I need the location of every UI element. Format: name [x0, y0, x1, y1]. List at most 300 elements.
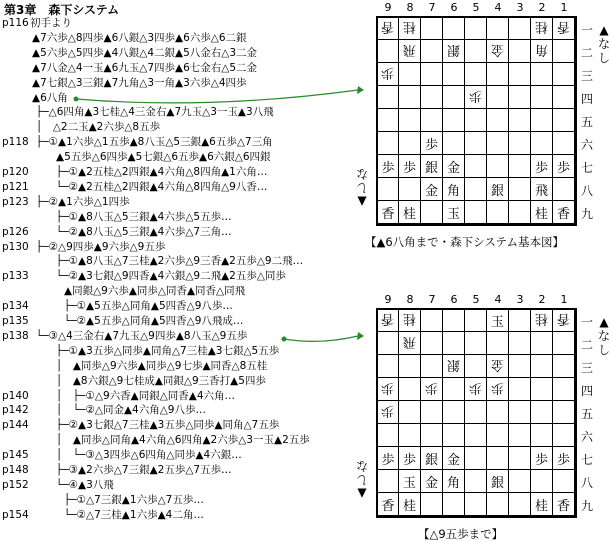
shogi-piece: 歩	[468, 87, 482, 103]
shogi-piece: 角	[446, 475, 460, 491]
rank-label: 八	[581, 184, 594, 198]
board-square	[553, 493, 575, 516]
shogi-piece: 歩	[556, 452, 570, 468]
sente-hand-label: し	[356, 473, 369, 487]
board-square	[509, 493, 531, 516]
board-square	[399, 401, 421, 424]
board-square	[377, 63, 399, 86]
board-square	[487, 332, 509, 355]
gote-hand-label: ▲	[599, 23, 609, 37]
move-line: ▲5六歩△5四歩▲4八銀△4二銀▲5八金右△3二金	[32, 46, 258, 59]
move-line: │ └─③△3四歩△6四角△同歩▲4六銀…	[56, 449, 242, 462]
board-square	[487, 470, 509, 493]
board-caption: 【▲6八角まで・森下システム基本図】	[365, 235, 565, 249]
move-line: 初手より	[30, 17, 72, 29]
board-square	[443, 109, 465, 132]
gote-hand-label: ▲	[599, 315, 609, 329]
shogi-piece: 歩	[424, 379, 438, 395]
sente-hand-label: な	[356, 167, 369, 181]
board-square	[531, 332, 553, 355]
shogi-piece: 香	[556, 206, 570, 222]
board-square	[377, 378, 399, 401]
move-line: ├─①▲2五桂△2四銀▲4六角△8四角▲1六角…	[56, 166, 268, 178]
board-square	[509, 132, 531, 155]
move-line: ├─①▲8八玉△5三銀▲4六歩△5五歩…	[56, 210, 232, 223]
board-square	[399, 309, 421, 332]
board-square	[531, 470, 553, 493]
sente-hand-label: ▲	[357, 487, 367, 501]
shogi-piece: 歩	[490, 379, 504, 395]
board-square	[465, 309, 487, 332]
gote-hand-label: な	[597, 329, 610, 343]
move-line: ▲5五歩△6四歩▲5七銀△6五歩▲6六銀△6四銀	[56, 151, 271, 164]
board-square	[421, 63, 443, 86]
board-square	[465, 378, 487, 401]
page-ref: p126	[2, 225, 29, 238]
board-square	[421, 355, 443, 378]
board-square	[443, 178, 465, 201]
board-square	[465, 178, 487, 201]
arrow-to-board-1	[76, 90, 358, 103]
board-square	[487, 132, 509, 155]
board-square	[531, 63, 553, 86]
rank-label: 六	[581, 138, 594, 152]
board-square	[487, 155, 509, 178]
move-line: ├─①▲5五歩△同角▲5四香△9八歩…	[64, 300, 233, 313]
board-square	[487, 63, 509, 86]
gote-hand-label: し	[597, 51, 610, 65]
board-square	[377, 424, 399, 447]
file-label: 1	[560, 1, 568, 14]
board-square	[553, 132, 575, 155]
arrowhead-2	[357, 332, 364, 340]
move-line: │ └─②△同金▲4六角△9八歩…	[56, 404, 206, 417]
file-label: 8	[406, 293, 414, 306]
board-square	[509, 201, 531, 224]
shogi-piece: 歩	[381, 64, 395, 80]
board-square	[399, 17, 421, 40]
shogi-piece: 歩	[468, 379, 482, 395]
board-square	[509, 109, 531, 132]
move-line: ├─②▲3七銀△7三桂▲3五歩△同歩▲同角△7五歩	[56, 419, 280, 432]
board-square	[553, 470, 575, 493]
file-label: 6	[450, 293, 458, 306]
board-square	[443, 155, 465, 178]
board-square	[531, 424, 553, 447]
board-square	[377, 109, 399, 132]
board-square	[443, 201, 465, 224]
board-square	[487, 447, 509, 470]
board-square	[443, 40, 465, 63]
move-line: └─②▲3七銀△9四香▲4六銀△9二飛▲2五歩△同歩	[56, 270, 286, 283]
shogi-piece: 角	[446, 183, 460, 199]
file-label: 8	[406, 1, 414, 14]
page-ref: p121	[2, 180, 29, 193]
shogi-piece: 金	[446, 160, 460, 176]
board-square	[531, 40, 553, 63]
board-square	[509, 424, 531, 447]
board-square	[553, 447, 575, 470]
file-label: 2	[538, 1, 546, 14]
board-square	[509, 17, 531, 40]
shogi-piece: 歩	[381, 452, 395, 468]
move-line: │ ▲8六銀△9七桂成▲同銀△9三香打▲5四歩	[56, 374, 266, 387]
shogi-piece: 玉	[446, 206, 460, 222]
file-label: 2	[538, 293, 546, 306]
shogi-piece: 香	[381, 311, 395, 326]
rank-label: 三	[581, 69, 594, 83]
shogi-piece: 飛	[534, 183, 548, 199]
board-square	[465, 86, 487, 109]
move-line: ├─①▲1六歩△1五歩▲8八玉△5三銀▲6五歩△7三角	[36, 136, 273, 149]
file-label: 3	[516, 293, 524, 306]
shogi-piece: 歩	[534, 452, 548, 468]
board-square	[399, 155, 421, 178]
chapter-title: 第3章 森下システム	[4, 3, 120, 17]
shogi-piece: 香	[556, 19, 570, 34]
shogi-piece: 桂	[534, 311, 548, 326]
board-square	[399, 470, 421, 493]
board-square	[399, 109, 421, 132]
shogi-piece: 玉	[490, 315, 504, 330]
board-square	[377, 86, 399, 109]
board-square	[465, 17, 487, 40]
shogi-piece: 桂	[402, 498, 416, 514]
board-square	[487, 309, 509, 332]
gote-hand-label: し	[597, 343, 610, 357]
shogi-piece: 桂	[534, 19, 548, 34]
move-line: └─③△4三金右▲7九玉△9四歩▲8八玉△9五歩	[36, 329, 248, 342]
rank-label: 九	[581, 499, 594, 513]
board-square	[421, 309, 443, 332]
board-square	[487, 178, 509, 201]
board-square	[377, 332, 399, 355]
board-square	[421, 40, 443, 63]
shogi-piece: 銀	[490, 183, 504, 199]
board-square	[509, 355, 531, 378]
move-line: ├─①▲3五歩△同歩▲同角△7三桂▲3七銀△5五歩	[56, 344, 280, 357]
board-square	[531, 178, 553, 201]
board-square	[443, 447, 465, 470]
arrowhead-1	[357, 86, 364, 94]
board-square	[531, 86, 553, 109]
board-square	[553, 378, 575, 401]
board-square	[487, 109, 509, 132]
board-square	[531, 132, 553, 155]
board-square	[399, 332, 421, 355]
board-square	[399, 424, 421, 447]
shogi-piece: 金	[424, 475, 438, 491]
board-square	[553, 17, 575, 40]
board-square	[509, 378, 531, 401]
board-square	[443, 86, 465, 109]
board-square	[443, 493, 465, 516]
move-line: ├─①△7三銀▲1六歩△7五歩…	[64, 493, 204, 506]
board-square	[443, 401, 465, 424]
board-square	[399, 86, 421, 109]
rank-label: 一	[581, 315, 594, 329]
board-square	[465, 40, 487, 63]
board-square	[465, 109, 487, 132]
board-square	[465, 401, 487, 424]
shogi-piece: 銀	[446, 356, 460, 372]
board-square	[421, 447, 443, 470]
board-square	[531, 378, 553, 401]
page-ref: p154	[2, 508, 29, 521]
board-square	[421, 424, 443, 447]
sente-hand-label: ▲	[357, 195, 367, 209]
board-square	[399, 178, 421, 201]
page-ref: p148	[2, 464, 29, 476]
file-label: 9	[384, 1, 392, 14]
board-square	[509, 309, 531, 332]
board-square	[399, 63, 421, 86]
board-square	[465, 424, 487, 447]
board-square	[465, 132, 487, 155]
shogi-piece: 玉	[402, 475, 416, 491]
rank-label: 四	[581, 92, 594, 106]
board-square	[377, 447, 399, 470]
file-label: 7	[428, 1, 436, 14]
move-line: │ ▲同歩△同角▲4六角△6四角▲2六歩△3一玉▲2五歩	[56, 434, 310, 447]
board-square	[553, 309, 575, 332]
board-square	[509, 332, 531, 355]
move-line: └─②△7三桂▲1六歩▲4二角…	[64, 508, 204, 521]
board-square	[377, 155, 399, 178]
board-square	[399, 132, 421, 155]
file-label: 9	[384, 293, 392, 306]
board-square	[421, 109, 443, 132]
board-square	[377, 201, 399, 224]
board-square	[553, 401, 575, 424]
board-square	[487, 40, 509, 63]
board-square	[421, 493, 443, 516]
file-label: 5	[472, 293, 480, 306]
board-square	[421, 178, 443, 201]
file-label: 3	[516, 1, 524, 14]
file-label: 7	[428, 293, 436, 306]
shogi-piece: 香	[556, 498, 570, 514]
board-square	[443, 378, 465, 401]
page-ref: p135	[2, 315, 29, 327]
board-square	[377, 40, 399, 63]
board-square	[377, 401, 399, 424]
page-ref: p123	[2, 195, 29, 208]
rank-label: 二	[581, 338, 594, 352]
board-square	[377, 309, 399, 332]
board-square	[465, 470, 487, 493]
board-square	[421, 470, 443, 493]
shogi-piece: 飛	[402, 333, 416, 349]
board-square	[531, 201, 553, 224]
rank-label: 五	[581, 407, 594, 421]
shogi-piece: 銀	[446, 41, 460, 57]
board-square	[531, 109, 553, 132]
rank-label: 九	[581, 207, 594, 221]
board-square	[443, 470, 465, 493]
rank-label: 八	[581, 476, 594, 490]
move-line: ├─②▲1六歩△1四歩	[36, 195, 130, 208]
gote-hand-label: な	[597, 37, 610, 51]
file-label: 4	[494, 293, 502, 306]
shogi-piece: 歩	[381, 402, 395, 418]
board-square	[487, 424, 509, 447]
board-square	[377, 17, 399, 40]
page-ref: p133	[2, 270, 29, 283]
board-square	[377, 470, 399, 493]
arrow-to-board-2	[284, 336, 358, 341]
board-square	[553, 332, 575, 355]
board-square	[377, 132, 399, 155]
board-square	[443, 63, 465, 86]
move-line: │ ├─①△9六香▲同銀△同香▲4六角…	[56, 389, 236, 402]
board-square	[377, 178, 399, 201]
page-ref: p134	[2, 300, 29, 313]
file-label: 1	[560, 293, 568, 306]
board-square	[509, 401, 531, 424]
page-ref: p130	[2, 240, 29, 253]
board-square	[553, 201, 575, 224]
rank-label: 七	[581, 453, 594, 467]
shogi-piece: 銀	[424, 160, 438, 176]
board-square	[553, 355, 575, 378]
board-square	[377, 355, 399, 378]
board-square	[421, 201, 443, 224]
page-ref: p142	[2, 404, 29, 417]
rank-label: 七	[581, 161, 594, 175]
board-square	[421, 332, 443, 355]
rank-label: 六	[581, 430, 594, 444]
shogi-piece: 桂	[534, 206, 548, 222]
board-square	[531, 17, 553, 40]
shogi-piece: 飛	[402, 41, 416, 57]
board-square	[531, 355, 553, 378]
move-line: ▲7七銀△3三銀▲7九角△3一角▲3六歩△4四歩	[32, 76, 247, 89]
board-square	[399, 447, 421, 470]
move-line: ├─①▲8八玉△7三桂▲2六歩△9三香▲2五歩△9二飛…	[56, 255, 304, 268]
shogi-piece: 桂	[402, 19, 416, 34]
board-square	[553, 40, 575, 63]
page-ref: p138	[2, 329, 29, 342]
board-square	[509, 86, 531, 109]
move-line: ├─③▲2六歩△7三銀▲2五歩△7五歩…	[56, 464, 232, 476]
board-square	[553, 86, 575, 109]
board-square	[465, 63, 487, 86]
shogi-piece: 金	[490, 356, 504, 372]
board-square	[465, 155, 487, 178]
board-square	[443, 424, 465, 447]
shogi-piece: 歩	[402, 160, 416, 176]
board-square	[553, 155, 575, 178]
move-line: └─④▲3八飛	[56, 478, 114, 491]
board-square	[421, 132, 443, 155]
shogi-piece: 桂	[402, 311, 416, 326]
shogi-piece: 香	[381, 19, 395, 34]
board-square	[465, 332, 487, 355]
board-square	[509, 40, 531, 63]
page-ref: p140	[2, 389, 29, 402]
move-line: │ ▲同歩△9六歩▲同歩△9七歩▲同香△8五桂	[56, 359, 268, 372]
move-line: ▲6八角	[32, 91, 68, 104]
move-line: ├─△6四角▲3七桂△4三金右▲7九玉△3一玉▲3八飛	[36, 106, 274, 119]
file-label: 4	[494, 1, 502, 14]
sente-hand-label: な	[356, 459, 369, 473]
rank-label: 四	[581, 384, 594, 398]
rank-label: 一	[581, 23, 594, 37]
move-line: │ △2二玉▲2六歩△8五歩	[36, 121, 161, 134]
board-square	[553, 178, 575, 201]
board-square	[465, 493, 487, 516]
board-square	[487, 17, 509, 40]
shogi-piece: 角	[534, 41, 548, 57]
page-ref: p120	[2, 166, 29, 178]
board-caption: 【△9五歩まで】	[418, 527, 504, 541]
page-ref: p152	[2, 478, 29, 491]
board-square	[421, 155, 443, 178]
shogi-piece: 歩	[424, 137, 438, 153]
move-line: ▲同銀△9六歩▲同歩△同香▲同香△同飛	[64, 285, 246, 298]
board-square	[399, 40, 421, 63]
board-square	[553, 63, 575, 86]
board-square	[443, 355, 465, 378]
rank-label: 五	[581, 115, 594, 129]
move-line: ├─②△9四歩▲9六歩△9五歩	[36, 240, 166, 253]
board-square	[443, 17, 465, 40]
shogi-piece: 香	[381, 206, 395, 222]
board-square	[487, 401, 509, 424]
board-square	[509, 470, 531, 493]
shogi-piece: 香	[556, 311, 570, 326]
shogi-piece: 桂	[402, 206, 416, 222]
shogi-piece: 歩	[556, 160, 570, 176]
shogi-piece: 歩	[381, 160, 395, 176]
rank-label: 三	[581, 361, 594, 375]
board-square	[421, 86, 443, 109]
move-line: └─②▲2五桂△2四銀▲4六角△8四角△9八香…	[56, 180, 268, 193]
page-ref: p118	[2, 136, 29, 149]
rank-label: 二	[581, 46, 594, 60]
board-square	[487, 493, 509, 516]
shogi-piece: 歩	[402, 452, 416, 468]
file-label: 6	[450, 1, 458, 14]
move-line: ▲7八金△4一玉▲6九玉△7四歩▲6七金右△5二金	[32, 61, 258, 74]
board-square	[531, 447, 553, 470]
shogi-piece: 金	[424, 183, 438, 199]
shogi-piece: 銀	[490, 475, 504, 491]
board-square	[465, 201, 487, 224]
board-square	[531, 155, 553, 178]
board-square	[553, 109, 575, 132]
move-line: ▲7六歩△8四歩▲6八銀△3四歩▲6六歩△6二銀	[32, 31, 247, 44]
board-square	[399, 201, 421, 224]
board-square	[487, 201, 509, 224]
board-square	[465, 447, 487, 470]
board-square	[399, 493, 421, 516]
board-square	[443, 132, 465, 155]
shogi-piece: 桂	[534, 498, 548, 514]
sente-hand-label: し	[356, 181, 369, 195]
board-square	[377, 493, 399, 516]
board-square	[399, 355, 421, 378]
board-square	[531, 493, 553, 516]
board-square	[421, 401, 443, 424]
shogi-piece: 歩	[381, 379, 395, 395]
board-square	[487, 378, 509, 401]
board-square	[553, 424, 575, 447]
file-label: 5	[472, 1, 480, 14]
board-square	[531, 401, 553, 424]
board-square	[443, 309, 465, 332]
